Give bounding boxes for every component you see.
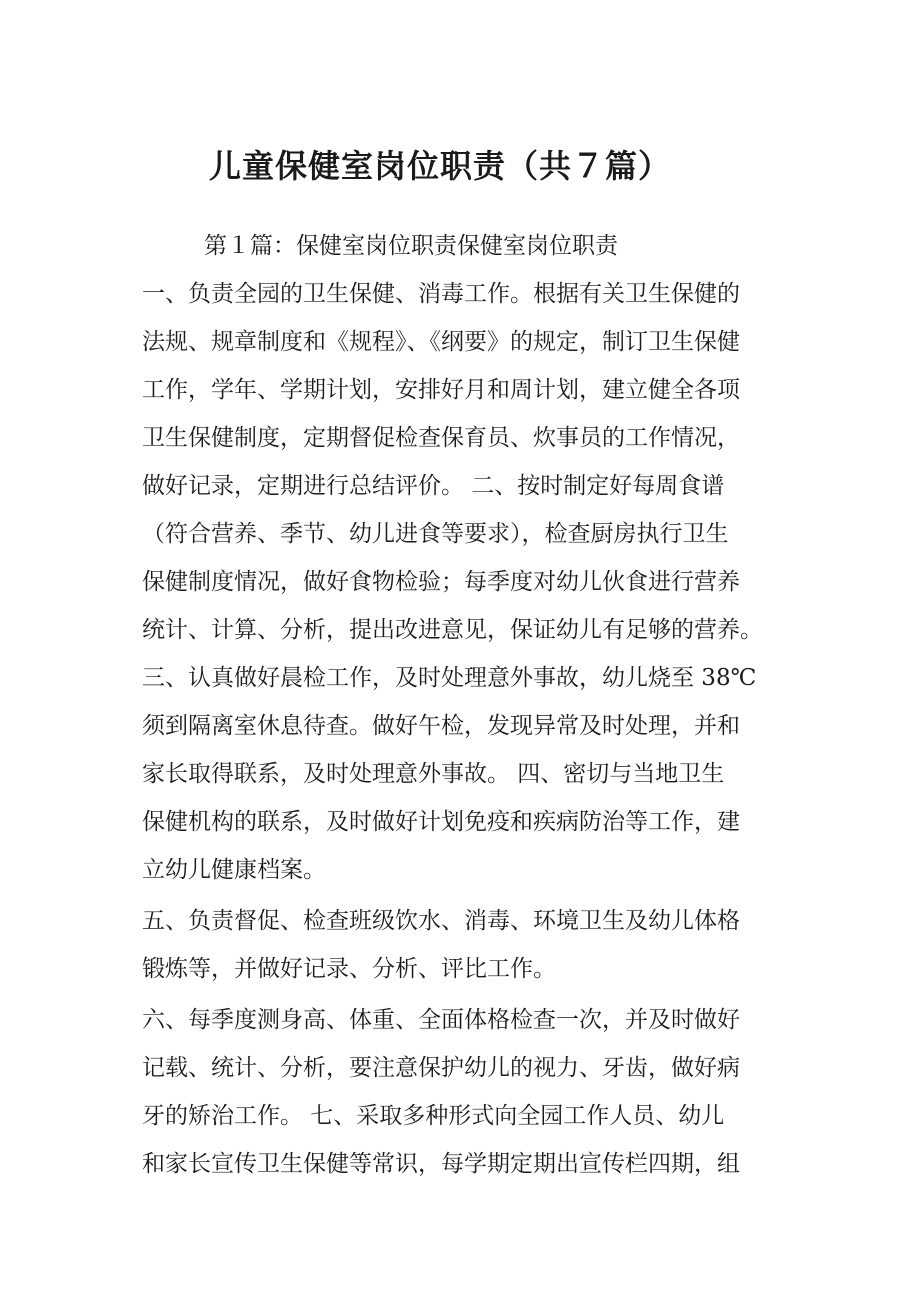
body-text-line: 和家长宣传卫生保健等常识，每学期定期出宣传栏四期，组 xyxy=(142,1151,740,1177)
body-text-line: （符合营养、季节、幼儿进食等要求），检查厨房执行卫生 xyxy=(142,521,729,547)
document-title: 儿童保健室岗位职责（共７篇） xyxy=(208,147,671,185)
body-text-line: 三、认真做好晨检工作，及时处理意外事故，幼儿烧至 38℃ xyxy=(142,665,757,691)
body-text-line: 记载、统计、分析，要注意保护幼儿的视力、牙齿，做好病 xyxy=(142,1055,740,1081)
body-text-line: 做好记录，定期进行总结评价。 二、按时制定好每周食谱 xyxy=(142,473,725,499)
body-text-line: 统计、计算、分析，提出改进意见，保证幼儿有足够的营养。 xyxy=(142,617,763,643)
body-text-line: 卫生保健制度，定期督促检查保育员、炊事员的工作情况， xyxy=(142,425,740,451)
body-text-line: 五、负责督促、检查班级饮水、消毒、环境卫生及幼儿体格 xyxy=(142,908,740,934)
body-text-line: 保健机构的联系，及时做好计划免疫和疾病防治等工作，建 xyxy=(142,809,740,835)
body-text-line: 六、每季度测身高、体重、全面体格检查一次，并及时做好 xyxy=(142,1007,740,1033)
body-text-line: 牙的矫治工作。 七、采取多种形式向全园工作人员、幼儿 xyxy=(142,1103,725,1129)
body-text-line: 须到隔离室休息待查。做好午检，发现异常及时处理，并和 xyxy=(142,713,740,739)
body-text-line: 保健制度情况，做好食物检验；每季度对幼儿伙食进行营养 xyxy=(142,569,740,595)
body-text-line: 工作，学年、学期计划，安排好月和周计划，建立健全各项 xyxy=(142,377,740,403)
body-text-line: 立幼儿健康档案。 xyxy=(142,857,326,883)
body-text-line: 家长取得联系，及时处理意外事故。 四、密切与当地卫生 xyxy=(142,761,725,787)
body-text-line: 一、负责全园的卫生保健、消毒工作。根据有关卫生保健的 xyxy=(142,281,740,307)
body-text-line: 锻炼等，并做好记录、分析、评比工作。 xyxy=(142,956,556,982)
document-subtitle: 第１篇：保健室岗位职责保健室岗位职责 xyxy=(204,233,618,259)
body-text-line: 法规、规章制度和《规程》、《纲要》的规定，制订卫生保健 xyxy=(142,329,740,355)
